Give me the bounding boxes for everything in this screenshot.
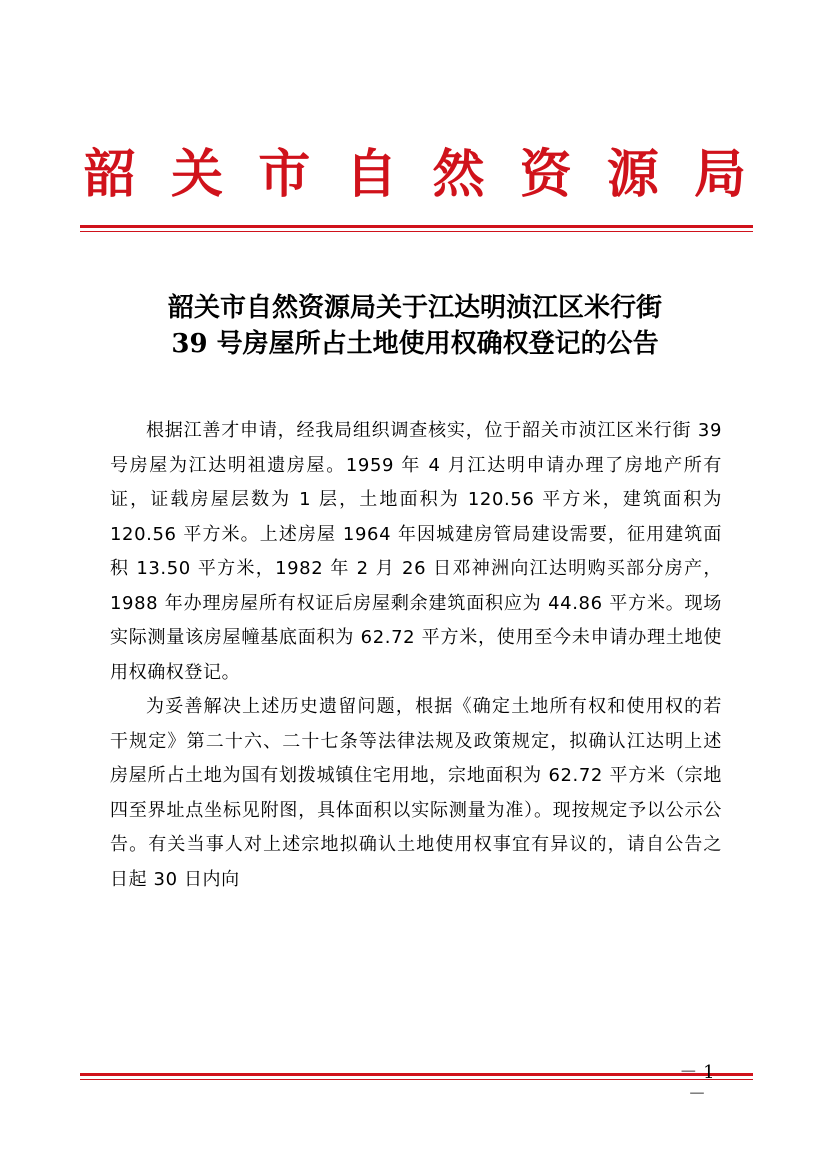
masthead-char: 市 [258, 144, 311, 205]
page-number: － 1 － [679, 1062, 715, 1105]
masthead-char: 局 [693, 144, 746, 205]
divider-thin-line [80, 231, 753, 232]
footer-divider [80, 1073, 753, 1080]
masthead-char: 关 [171, 144, 224, 205]
document-title [80, 290, 750, 362]
footer-thin-line [80, 1079, 753, 1080]
title-line-1: 韶关市自然资源局关于江达明浈江区米行街 [167, 293, 662, 323]
masthead-char: 源 [606, 144, 659, 205]
masthead-char: 然 [432, 144, 485, 205]
masthead-agency-name [80, 140, 750, 210]
title-line-2: 39 号房屋所占土地使用权确权登记的公告 [171, 329, 659, 359]
masthead-char: 自 [345, 144, 398, 205]
document-body [110, 414, 722, 897]
body-paragraph-2: 为妥善解决上述历史遗留问题，根据《确定土地所有权和使用权的若干规定》第二十六、二十七条等法律法规及政策规定，拟确认江达明上述房屋所占土地为国有划拨城镇住宅用地，宗地面积为 62.72 平方米（宗地四至界址点坐标见附图，具体面积以实际测量为准）。现按规定予以公示公告。有关当事人对上述宗地拟确认土地使用权事宜有异议的，请自公告之日起 30 日内向 [110, 696, 722, 890]
body-paragraph-1: 根据江善才申请，经我局组织调查核实，位于韶关市浈江区米行街 39 号房屋为江达明祖遗房屋。1959 年 4 月江达明申请办理了房地产所有证，证载房屋层数为 1 层，土地面积为 120.56 平方米，建筑面积为 120.56 平方米。上述房屋 1964 年因城建房管局建设需要，征用建筑面积 13.50 平方米，1982 年 2 月 26 日邓神洲向江达明购买部分房产，1988 年办理房屋所有权证后房屋剩余建筑面积应为 44.86 平方米。现场实际测量该房屋幢基底面积为 62.72 平方米，使用至今未申请办理土地使用权确权登记。 [110, 420, 722, 683]
masthead-divider [80, 225, 753, 232]
masthead-char: 资 [519, 144, 572, 205]
masthead-char: 韶 [83, 144, 136, 205]
